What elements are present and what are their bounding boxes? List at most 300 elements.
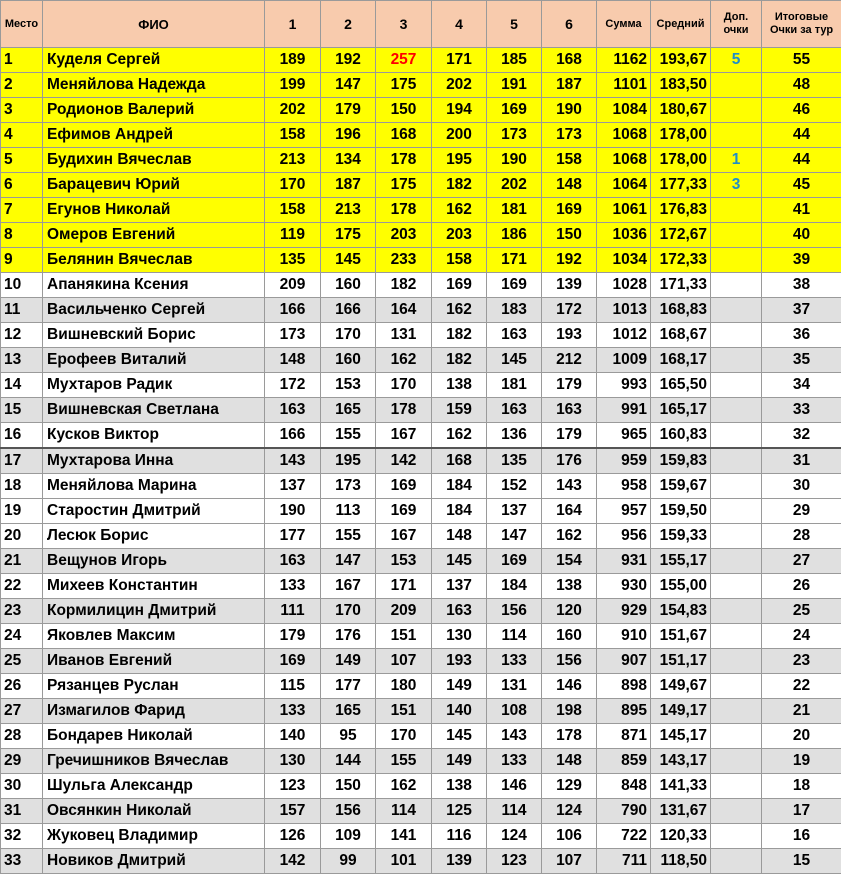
game-4-cell: 125 [432, 799, 487, 824]
place-cell: 24 [1, 624, 43, 649]
name-cell: Кормилицин Дмитрий [43, 599, 265, 624]
game-2-cell: 165 [321, 398, 376, 423]
game-3-cell: 151 [376, 624, 432, 649]
average-cell: 178,00 [651, 123, 711, 148]
game-4-cell: 140 [432, 699, 487, 724]
table-row [1, 123, 841, 148]
bonus-cell [711, 574, 762, 599]
game-2-cell: 147 [321, 549, 376, 574]
bonus-cell: 3 [711, 173, 762, 198]
game-3-cell: 142 [376, 448, 432, 474]
game-5-cell: 133 [487, 749, 542, 774]
table-row [1, 373, 841, 398]
game-4-cell: 171 [432, 48, 487, 73]
place-cell: 4 [1, 123, 43, 148]
game-6-cell: 146 [542, 674, 597, 699]
game-6-cell: 173 [542, 123, 597, 148]
table-row [1, 223, 841, 248]
sum-cell: 957 [597, 499, 651, 524]
total-cell: 18 [762, 774, 841, 799]
game-1-cell: 142 [265, 849, 321, 874]
game-1-cell: 143 [265, 448, 321, 474]
game-4-cell: 130 [432, 624, 487, 649]
name-cell: Яковлев Максим [43, 624, 265, 649]
game-2-cell: 195 [321, 448, 376, 474]
total-cell: 55 [762, 48, 841, 73]
place-cell: 13 [1, 348, 43, 373]
name-cell: Жуковец Владимир [43, 824, 265, 849]
game-2-cell: 196 [321, 123, 376, 148]
game-3-cell: 114 [376, 799, 432, 824]
game-3-cell: 167 [376, 423, 432, 449]
game-4-cell: 148 [432, 524, 487, 549]
game-4-cell: 168 [432, 448, 487, 474]
average-cell: 151,17 [651, 649, 711, 674]
game-1-cell: 213 [265, 148, 321, 173]
place-cell: 14 [1, 373, 43, 398]
game-4-cell: 149 [432, 674, 487, 699]
game-6-cell: 107 [542, 849, 597, 874]
game-5-cell: 136 [487, 423, 542, 449]
table-row [1, 724, 841, 749]
game-4-cell: 182 [432, 348, 487, 373]
game-4-cell: 162 [432, 423, 487, 449]
table-row [1, 273, 841, 298]
place-cell: 3 [1, 98, 43, 123]
header-name: ФИО [43, 1, 265, 48]
place-cell: 18 [1, 474, 43, 499]
game-6-cell: 190 [542, 98, 597, 123]
game-5-cell: 163 [487, 398, 542, 423]
game-5-cell: 147 [487, 524, 542, 549]
game-6-cell: 164 [542, 499, 597, 524]
game-1-cell: 190 [265, 499, 321, 524]
sum-cell: 1034 [597, 248, 651, 273]
sum-cell: 958 [597, 474, 651, 499]
game-2-cell: 153 [321, 373, 376, 398]
game-6-cell: 198 [542, 699, 597, 724]
table-row [1, 298, 841, 323]
sum-cell: 1013 [597, 298, 651, 323]
sum-cell: 848 [597, 774, 651, 799]
game-2-cell: 155 [321, 524, 376, 549]
bonus-cell [711, 674, 762, 699]
game-2-cell: 145 [321, 248, 376, 273]
game-3-cell: 164 [376, 298, 432, 323]
game-5-cell: 145 [487, 348, 542, 373]
total-cell: 40 [762, 223, 841, 248]
average-cell: 180,67 [651, 98, 711, 123]
place-cell: 17 [1, 448, 43, 474]
game-3-cell: 180 [376, 674, 432, 699]
game-4-cell: 139 [432, 849, 487, 874]
game-6-cell: 154 [542, 549, 597, 574]
table-row [1, 448, 841, 474]
table-row [1, 624, 841, 649]
total-cell: 23 [762, 649, 841, 674]
total-cell: 24 [762, 624, 841, 649]
game-5-cell: 181 [487, 373, 542, 398]
table-row [1, 749, 841, 774]
table-row [1, 824, 841, 849]
game-5-cell: 135 [487, 448, 542, 474]
game-5-cell: 131 [487, 674, 542, 699]
game-3-cell: 150 [376, 98, 432, 123]
name-cell: Ерофеев Виталий [43, 348, 265, 373]
average-cell: 160,83 [651, 423, 711, 449]
table-row [1, 323, 841, 348]
game-3-cell: 167 [376, 524, 432, 549]
place-cell: 7 [1, 198, 43, 223]
game-5-cell: 133 [487, 649, 542, 674]
bonus-cell [711, 98, 762, 123]
game-6-cell: 162 [542, 524, 597, 549]
table-body [1, 48, 841, 874]
average-cell: 159,33 [651, 524, 711, 549]
place-cell: 23 [1, 599, 43, 624]
total-cell: 27 [762, 549, 841, 574]
name-cell: Куделя Сергей [43, 48, 265, 73]
table-row [1, 248, 841, 273]
game-1-cell: 111 [265, 599, 321, 624]
bonus-cell [711, 774, 762, 799]
sum-cell: 956 [597, 524, 651, 549]
game-5-cell: 191 [487, 73, 542, 98]
game-5-cell: 163 [487, 323, 542, 348]
game-3-cell: 178 [376, 148, 432, 173]
total-cell: 41 [762, 198, 841, 223]
total-cell: 16 [762, 824, 841, 849]
name-cell: Будихин Вячеслав [43, 148, 265, 173]
place-cell: 19 [1, 499, 43, 524]
game-5-cell: 190 [487, 148, 542, 173]
game-3-cell: 170 [376, 373, 432, 398]
game-3-cell: 178 [376, 398, 432, 423]
game-2-cell: 167 [321, 574, 376, 599]
game-5-cell: 169 [487, 549, 542, 574]
total-cell: 33 [762, 398, 841, 423]
bonus-cell [711, 474, 762, 499]
game-1-cell: 148 [265, 348, 321, 373]
place-cell: 28 [1, 724, 43, 749]
game-1-cell: 169 [265, 649, 321, 674]
game-2-cell: 99 [321, 849, 376, 874]
table-row [1, 73, 841, 98]
place-cell: 30 [1, 774, 43, 799]
table-row [1, 799, 841, 824]
average-cell: 172,67 [651, 223, 711, 248]
bonus-cell [711, 499, 762, 524]
name-cell: Родионов Валерий [43, 98, 265, 123]
game-4-cell: 169 [432, 273, 487, 298]
game-4-cell: 184 [432, 499, 487, 524]
game-2-cell: 179 [321, 98, 376, 123]
game-1-cell: 133 [265, 699, 321, 724]
sum-cell: 1009 [597, 348, 651, 373]
game-2-cell: 165 [321, 699, 376, 724]
game-2-cell: 176 [321, 624, 376, 649]
game-2-cell: 155 [321, 423, 376, 449]
game-6-cell: 172 [542, 298, 597, 323]
game-4-cell: 193 [432, 649, 487, 674]
bonus-cell [711, 824, 762, 849]
game-6-cell: 192 [542, 248, 597, 273]
place-cell: 1 [1, 48, 43, 73]
game-1-cell: 137 [265, 474, 321, 499]
game-2-cell: 134 [321, 148, 376, 173]
header-total-line-2: Очки за тур [769, 24, 834, 36]
average-cell: 143,17 [651, 749, 711, 774]
total-cell: 32 [762, 423, 841, 449]
table-row [1, 674, 841, 699]
bonus-cell [711, 323, 762, 348]
game-3-cell: 162 [376, 348, 432, 373]
game-4-cell: 138 [432, 373, 487, 398]
total-cell: 19 [762, 749, 841, 774]
name-cell: Рязанцев Руслан [43, 674, 265, 699]
average-cell: 168,17 [651, 348, 711, 373]
total-cell: 35 [762, 348, 841, 373]
name-cell: Белянин Вячеслав [43, 248, 265, 273]
total-cell: 17 [762, 799, 841, 824]
place-cell: 25 [1, 649, 43, 674]
game-3-cell: 170 [376, 724, 432, 749]
game-3-cell: 101 [376, 849, 432, 874]
game-4-cell: 203 [432, 223, 487, 248]
average-cell: 149,17 [651, 699, 711, 724]
average-cell: 149,67 [651, 674, 711, 699]
sum-cell: 1064 [597, 173, 651, 198]
game-3-cell: 155 [376, 749, 432, 774]
game-6-cell: 179 [542, 423, 597, 449]
total-cell: 29 [762, 499, 841, 524]
bonus-cell [711, 198, 762, 223]
total-cell: 34 [762, 373, 841, 398]
game-3-cell: 257 [376, 48, 432, 73]
name-cell: Вещунов Игорь [43, 549, 265, 574]
bonus-cell [711, 298, 762, 323]
game-3-cell: 169 [376, 499, 432, 524]
table-row [1, 423, 841, 449]
game-5-cell: 143 [487, 724, 542, 749]
game-4-cell: 138 [432, 774, 487, 799]
game-1-cell: 140 [265, 724, 321, 749]
total-cell: 38 [762, 273, 841, 298]
name-cell: Михеев Константин [43, 574, 265, 599]
sum-cell: 1068 [597, 148, 651, 173]
game-1-cell: 126 [265, 824, 321, 849]
place-cell: 21 [1, 549, 43, 574]
game-1-cell: 163 [265, 398, 321, 423]
table-row [1, 348, 841, 373]
average-cell: 159,50 [651, 499, 711, 524]
average-cell: 151,67 [651, 624, 711, 649]
game-2-cell: 109 [321, 824, 376, 849]
sum-cell: 1162 [597, 48, 651, 73]
sum-cell: 859 [597, 749, 651, 774]
name-cell: Бондарев Николай [43, 724, 265, 749]
average-cell: 168,67 [651, 323, 711, 348]
bonus-cell [711, 223, 762, 248]
game-2-cell: 150 [321, 774, 376, 799]
header-bonus-line-2: очки [723, 24, 749, 36]
place-cell: 27 [1, 699, 43, 724]
game-1-cell: 119 [265, 223, 321, 248]
game-3-cell: 131 [376, 323, 432, 348]
total-cell: 46 [762, 98, 841, 123]
average-cell: 171,33 [651, 273, 711, 298]
sum-cell: 965 [597, 423, 651, 449]
game-3-cell: 209 [376, 599, 432, 624]
game-5-cell: 181 [487, 198, 542, 223]
game-4-cell: 116 [432, 824, 487, 849]
game-5-cell: 114 [487, 624, 542, 649]
game-6-cell: 187 [542, 73, 597, 98]
table-row [1, 549, 841, 574]
table-row [1, 524, 841, 549]
game-4-cell: 195 [432, 148, 487, 173]
total-cell: 15 [762, 849, 841, 874]
place-cell: 10 [1, 273, 43, 298]
bonus-cell [711, 849, 762, 874]
bonus-cell [711, 348, 762, 373]
header-sum: Сумма [597, 1, 651, 48]
game-3-cell: 141 [376, 824, 432, 849]
name-cell: Васильченко Сергей [43, 298, 265, 323]
table-row [1, 699, 841, 724]
place-cell: 6 [1, 173, 43, 198]
game-5-cell: 173 [487, 123, 542, 148]
game-2-cell: 213 [321, 198, 376, 223]
game-4-cell: 200 [432, 123, 487, 148]
name-cell: Омеров Евгений [43, 223, 265, 248]
game-6-cell: 148 [542, 173, 597, 198]
game-2-cell: 192 [321, 48, 376, 73]
game-4-cell: 145 [432, 549, 487, 574]
table-row [1, 98, 841, 123]
average-cell: 155,17 [651, 549, 711, 574]
bonus-cell [711, 423, 762, 449]
header-game-2: 2 [321, 1, 376, 48]
game-1-cell: 202 [265, 98, 321, 123]
average-cell: 120,33 [651, 824, 711, 849]
total-cell: 28 [762, 524, 841, 549]
game-5-cell: 169 [487, 98, 542, 123]
game-3-cell: 153 [376, 549, 432, 574]
game-3-cell: 203 [376, 223, 432, 248]
game-1-cell: 133 [265, 574, 321, 599]
average-cell: 159,83 [651, 448, 711, 474]
game-1-cell: 158 [265, 198, 321, 223]
total-cell: 21 [762, 699, 841, 724]
game-1-cell: 179 [265, 624, 321, 649]
game-2-cell: 187 [321, 173, 376, 198]
game-1-cell: 115 [265, 674, 321, 699]
bonus-cell [711, 248, 762, 273]
bonus-cell [711, 123, 762, 148]
name-cell: Мухтарова Инна [43, 448, 265, 474]
name-cell: Апанякина Ксения [43, 273, 265, 298]
game-5-cell: 146 [487, 774, 542, 799]
table-row [1, 48, 841, 73]
place-cell: 8 [1, 223, 43, 248]
total-cell: 31 [762, 448, 841, 474]
total-cell: 44 [762, 148, 841, 173]
game-2-cell: 160 [321, 273, 376, 298]
header-row [1, 1, 841, 48]
table-row [1, 148, 841, 173]
total-cell: 26 [762, 574, 841, 599]
total-cell: 25 [762, 599, 841, 624]
place-cell: 11 [1, 298, 43, 323]
table-row [1, 474, 841, 499]
sum-cell: 929 [597, 599, 651, 624]
game-2-cell: 144 [321, 749, 376, 774]
game-1-cell: 173 [265, 323, 321, 348]
game-1-cell: 166 [265, 298, 321, 323]
game-1-cell: 189 [265, 48, 321, 73]
game-1-cell: 135 [265, 248, 321, 273]
table-row [1, 398, 841, 423]
average-cell: 183,50 [651, 73, 711, 98]
sum-cell: 1028 [597, 273, 651, 298]
game-6-cell: 124 [542, 799, 597, 824]
game-4-cell: 149 [432, 749, 487, 774]
name-cell: Кусков Виктор [43, 423, 265, 449]
game-6-cell: 176 [542, 448, 597, 474]
average-cell: 177,33 [651, 173, 711, 198]
average-cell: 165,50 [651, 373, 711, 398]
sum-cell: 1061 [597, 198, 651, 223]
game-4-cell: 145 [432, 724, 487, 749]
game-2-cell: 166 [321, 298, 376, 323]
game-5-cell: 185 [487, 48, 542, 73]
total-cell: 36 [762, 323, 841, 348]
name-cell: Барацевич Юрий [43, 173, 265, 198]
game-5-cell: 124 [487, 824, 542, 849]
game-3-cell: 168 [376, 123, 432, 148]
game-3-cell: 182 [376, 273, 432, 298]
total-cell: 44 [762, 123, 841, 148]
game-3-cell: 107 [376, 649, 432, 674]
name-cell: Иванов Евгений [43, 649, 265, 674]
game-6-cell: 193 [542, 323, 597, 348]
game-3-cell: 175 [376, 173, 432, 198]
sum-cell: 722 [597, 824, 651, 849]
total-cell: 45 [762, 173, 841, 198]
header-bonus-line-1: Доп. [723, 11, 749, 23]
bonus-cell [711, 398, 762, 423]
place-cell: 9 [1, 248, 43, 273]
sum-cell: 1084 [597, 98, 651, 123]
game-6-cell: 158 [542, 148, 597, 173]
game-1-cell: 157 [265, 799, 321, 824]
bonus-cell [711, 749, 762, 774]
name-cell: Гречишников Вячеслав [43, 749, 265, 774]
sum-cell: 907 [597, 649, 651, 674]
name-cell: Измагилов Фарид [43, 699, 265, 724]
sum-cell: 790 [597, 799, 651, 824]
bonus-cell [711, 649, 762, 674]
place-cell: 20 [1, 524, 43, 549]
game-6-cell: 139 [542, 273, 597, 298]
game-5-cell: 184 [487, 574, 542, 599]
sum-cell: 871 [597, 724, 651, 749]
name-cell: Шульга Александр [43, 774, 265, 799]
sum-cell: 895 [597, 699, 651, 724]
place-cell: 26 [1, 674, 43, 699]
game-3-cell: 175 [376, 73, 432, 98]
